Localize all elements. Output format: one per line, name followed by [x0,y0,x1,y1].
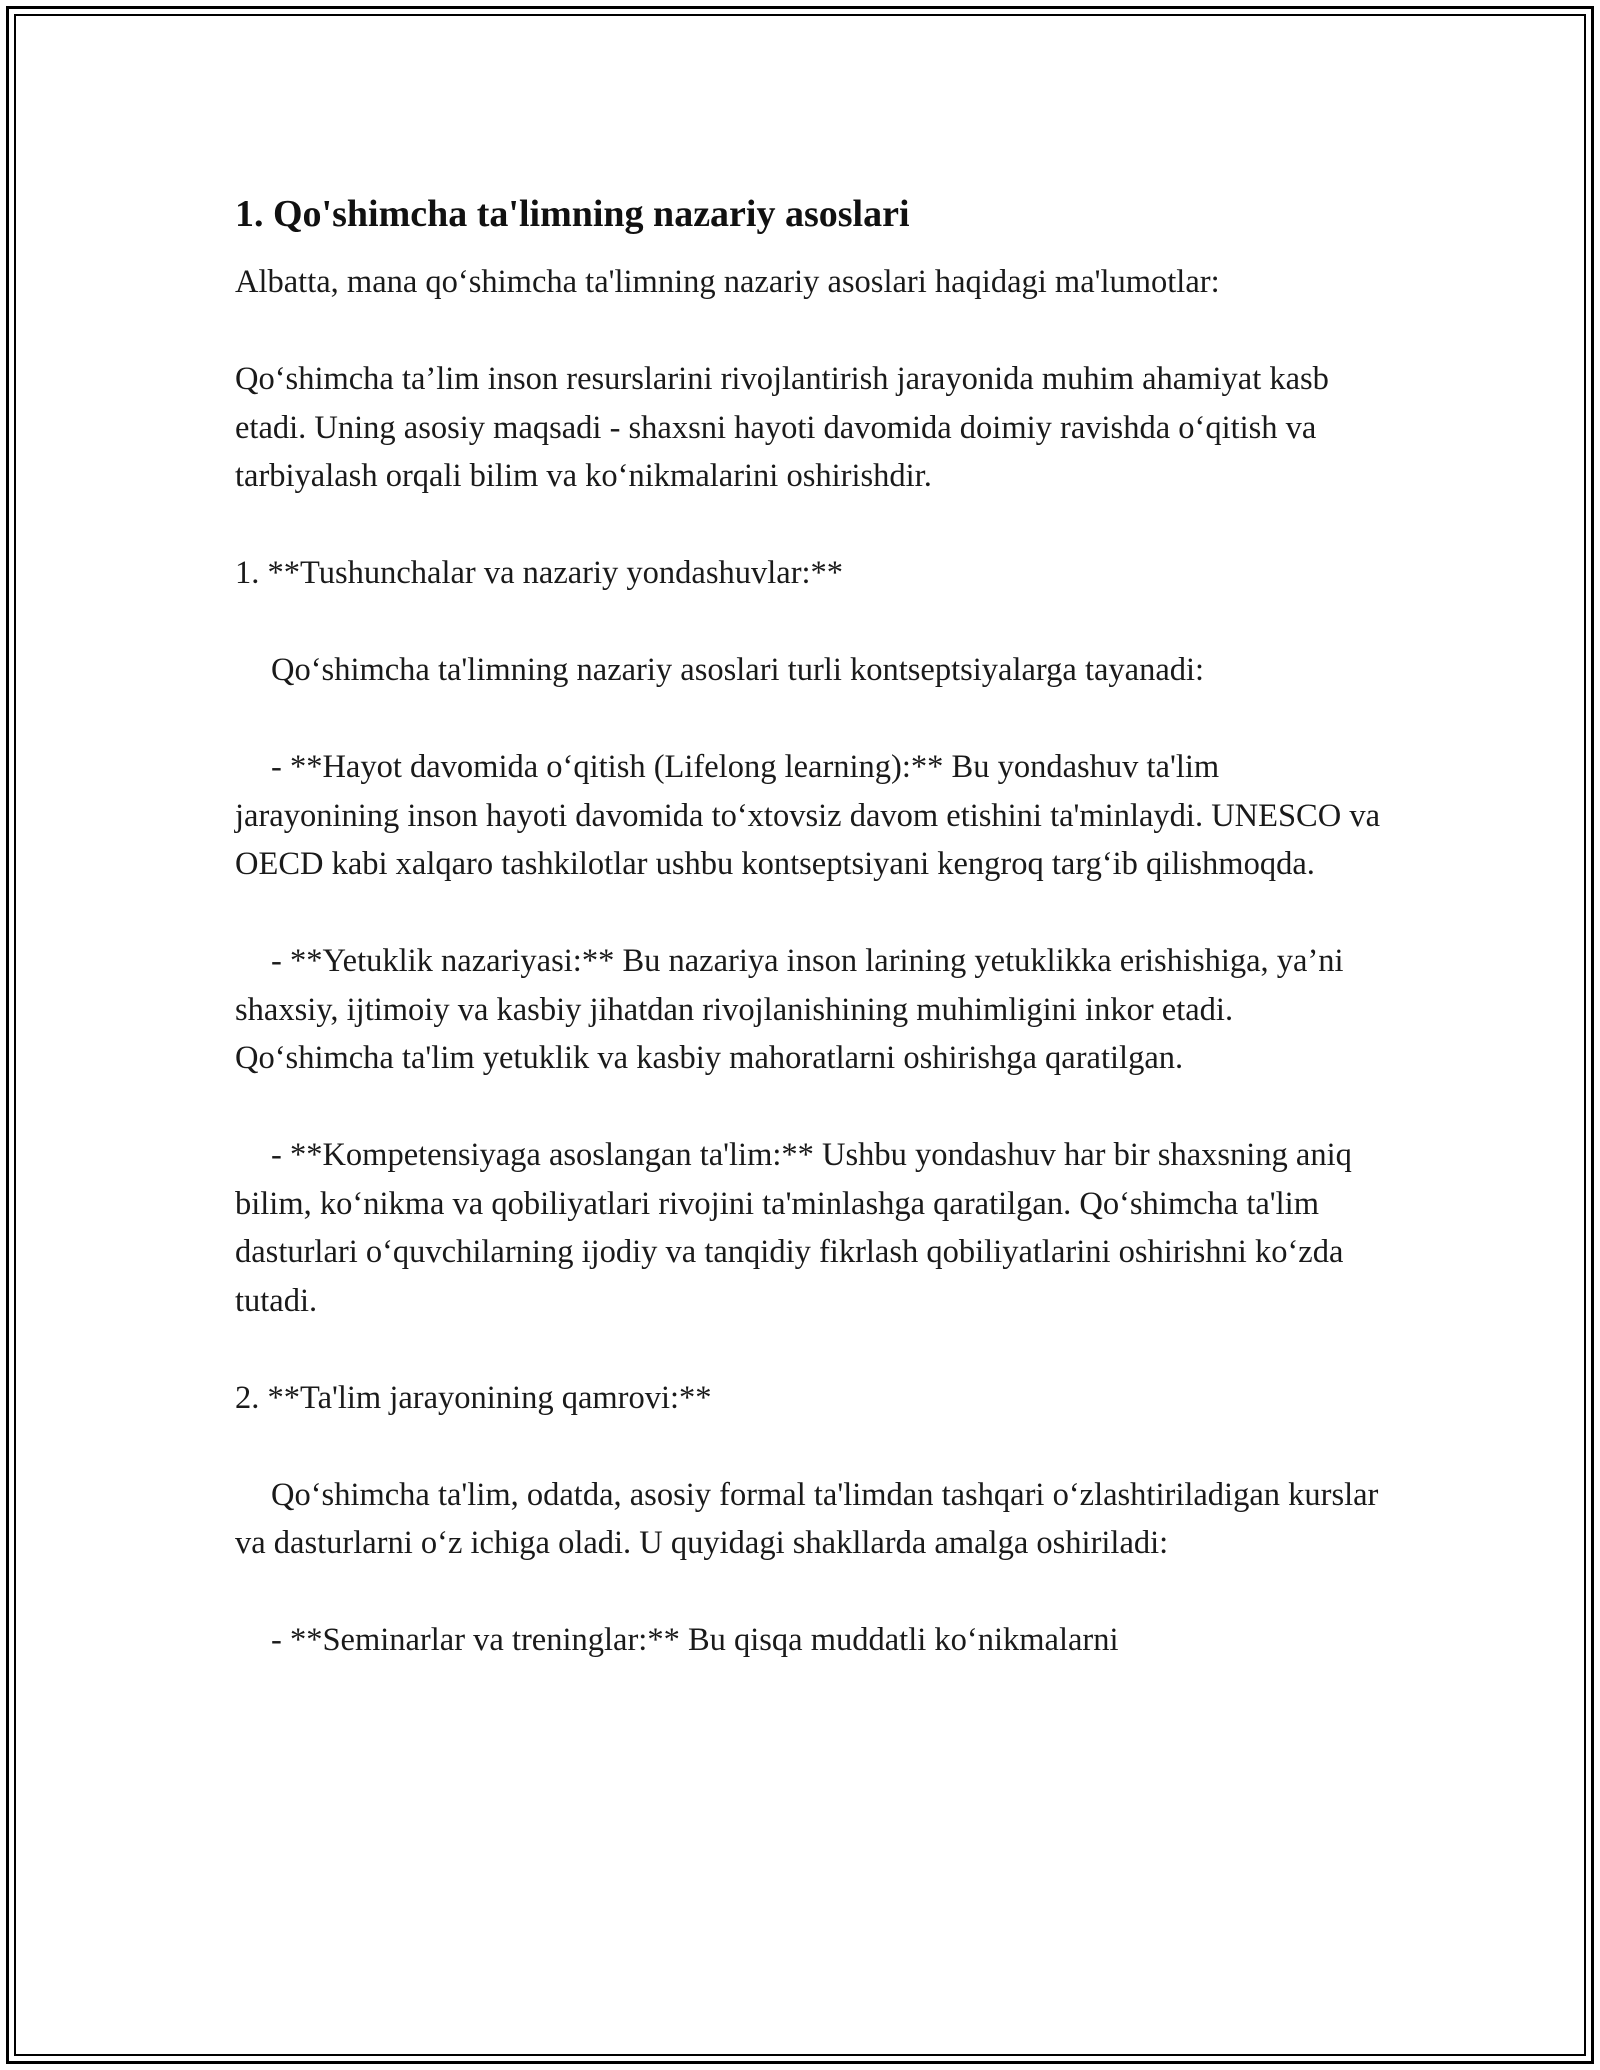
bullet-seminars: - **Seminarlar va treninglar:** Bu qisqa muddatli ko‘nikmalarni [271,1622,1119,1658]
bullet-competency-education: - **Kompetensiyaga asoslangan ta'lim:** Ushbu yondashuv har bir shaxsning aniq bilim, ko‘nikma va qobiliyatlari rivojini ta'minlashga qaratilgan. Qo‘shimcha ta'lim dasturlari o‘quvchilarning ijodiy va tanqidiy fikrlash qobiliyatlarini oshirishni ko‘zda tutadi. [235,1137,1352,1319]
section-heading: 1. Qo'shimcha ta'limning nazariy asoslari [235,193,910,235]
paragraph-overview: Qo‘shimcha ta’lim inson resurslarini rivojlantirish jarayonida muhim ahamiyat kasb etadi. Uning asosiy maqsadi - shaxsni hayoti davomida doimiy ravishda o‘qitish va tarbiyalash orqali bilim va ko‘nikmalarini oshirishdir. [235,361,1329,494]
list-item-scope: 2. **Ta'lim jarayonining qamrovi:** [235,1379,712,1416]
paragraph-scope-intro: Qo‘shimcha ta'lim, odatda, asosiy formal ta'limdan tashqari o‘zlashtiriladigan kurslar va dasturlarni o‘z ichiga oladi. U quyidagi shakllarda amalga oshiriladi: [235,1476,1379,1561]
paragraph-concepts-intro: Qo‘shimcha ta'limning nazariy asoslari turli kontseptsiyalarga tayanadi: [271,652,1205,688]
bullet-maturity-theory: - **Yetuklik nazariyasi:** Bu nazariya inson larining yetuklikka erishishiga, ya’ni shaxsiy, ijtimoiy va kasbiy jihatdan rivojlanishining muhimligini inkor etadi. Qo‘shimcha ta'lim yetuklik va kasbiy mahoratlarni oshirishga qaratilgan. [235,943,1344,1076]
paragraph-intro: Albatta, mana qo‘shimcha ta'limning nazariy asoslari haqidagi ma'lumotlar: [235,264,1220,300]
bullet-lifelong-learning: - **Hayot davomida o‘qitish (Lifelong learning):** Bu yondashuv ta'lim jarayonining inson hayoti davomida to‘xtovsiz davom etishini ta'minlaydi. UNESCO va OECD kabi xalqaro tashkilotlar ushbu kontseptsiyani kengroq targ‘ib qilishmoqda. [235,749,1381,882]
document-body [235,190,1385,1713]
list-item-concepts: 1. **Tushunchalar va nazariy yondashuvlar:** [235,555,844,591]
